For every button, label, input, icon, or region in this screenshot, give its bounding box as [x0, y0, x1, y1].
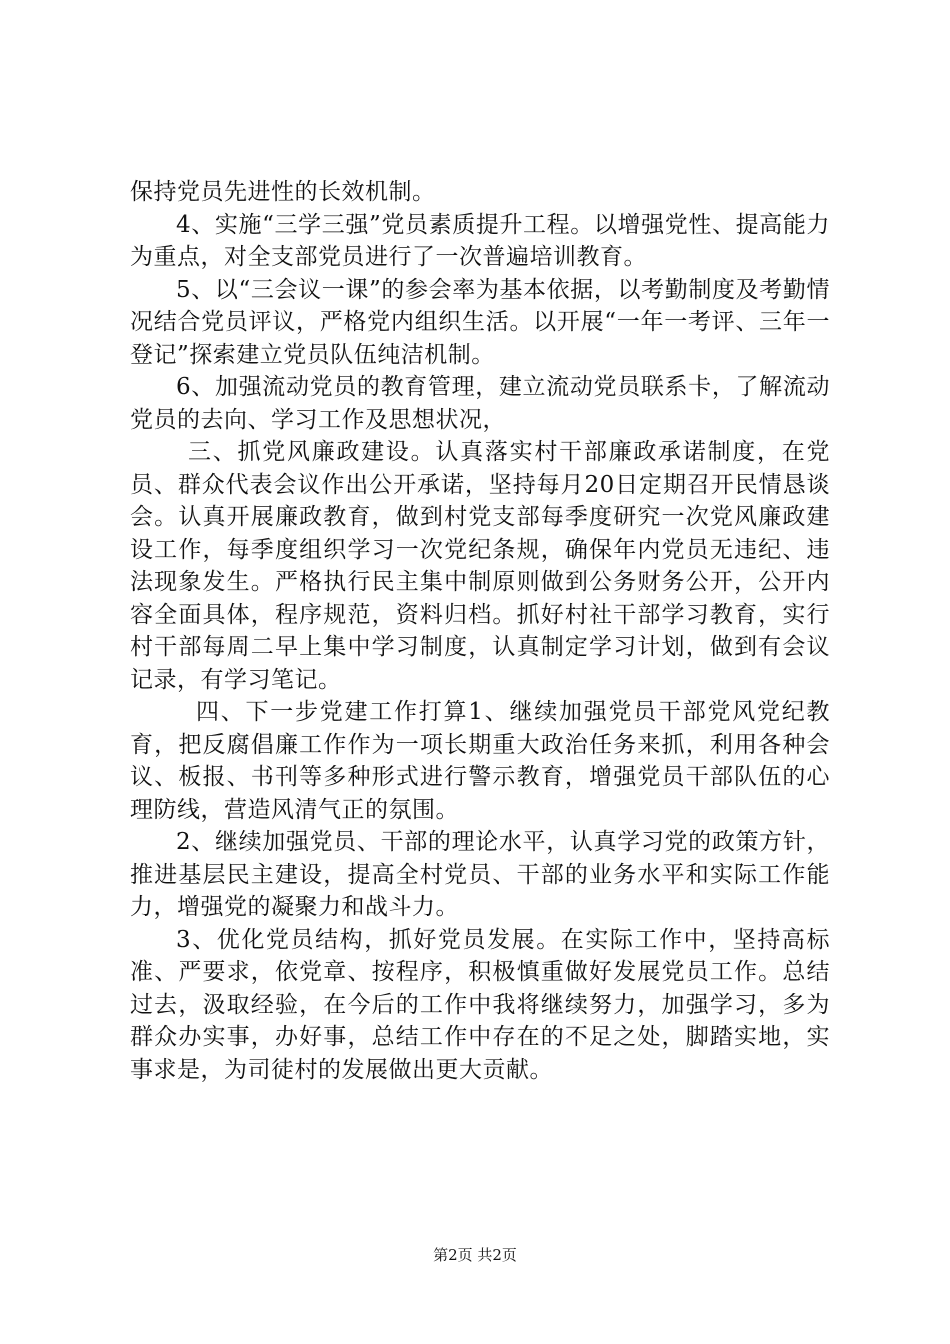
paragraph-plan-2: 2、继续加强党员、干部的理论水平，认真学习党的政策方针，推进基层民主建设，提高全村党员、干部的业务水平和实际工作能力，增强党的凝聚力和战斗力。	[130, 829, 830, 920]
paragraph-section-4: 四、下一步党建工作打算1、继续加强党员干部党风党纪教育，把反腐倡廉工作作为一项长期重大政治任务来抓，利用各种会议、板报、书刊等多种形式进行警示教育，增强党员干部队伍的心理防线，营造风清气正的氛围。	[130, 699, 830, 823]
page-footer: 第2页 共2页	[433, 1246, 517, 1264]
paragraph-plan-3: 3、优化党员结构，抓好党员发展。在实际工作中，坚持高标准、严要求，依党章、按程序，积极慎重做好发展党员工作。总结过去，汲取经验，在今后的工作中我将继续努力，加强学习，多为群众办实事，办好事，总结工作中存在的不足之处，脚踏实地，实事求是，为司徒村的发展做出更大贡献。	[130, 926, 830, 1083]
document-body	[130, 176, 830, 1086]
paragraph-continuation: 保持党员先进性的长效机制。	[130, 179, 436, 205]
paragraph-section-3: 三、抓党风廉政建设。认真落实村干部廉政承诺制度，在党员、群众代表会议作出公开承诺，坚持每月20日定期召开民情恳谈会。认真开展廉政教育，做到村党支部每季度研究一次党风廉政建设工作，每季度组织学习一次党纪条规，确保年内党员无违纪、违法现象发生。严格执行民主集中制原则做到公务财务公开，公开内容全面具体，程序规范，资料归档。抓好村社干部学习教育，实行村干部每周二早上集中学习制度，认真制定学习计划，做到有会议记录，有学习笔记。	[130, 439, 830, 693]
paragraph-item-5: 5、以“三会议一课”的参会率为基本依据，以考勤制度及考勤情况结合党员评议，严格党内组织生活。以开展“一年一考评、三年一登记”探索建立党员队伍纯洁机制。	[130, 276, 830, 368]
paragraph-item-4: 4、实施“三学三强”党员素质提升工程。以增强党性、提高能力为重点，对全支部党员进行了一次普遍培训教育。	[130, 211, 830, 270]
paragraph-item-6: 6、加强流动党员的教育管理，建立流动党员联系卡，了解流动党员的去向、学习工作及思想状况，	[130, 374, 830, 433]
